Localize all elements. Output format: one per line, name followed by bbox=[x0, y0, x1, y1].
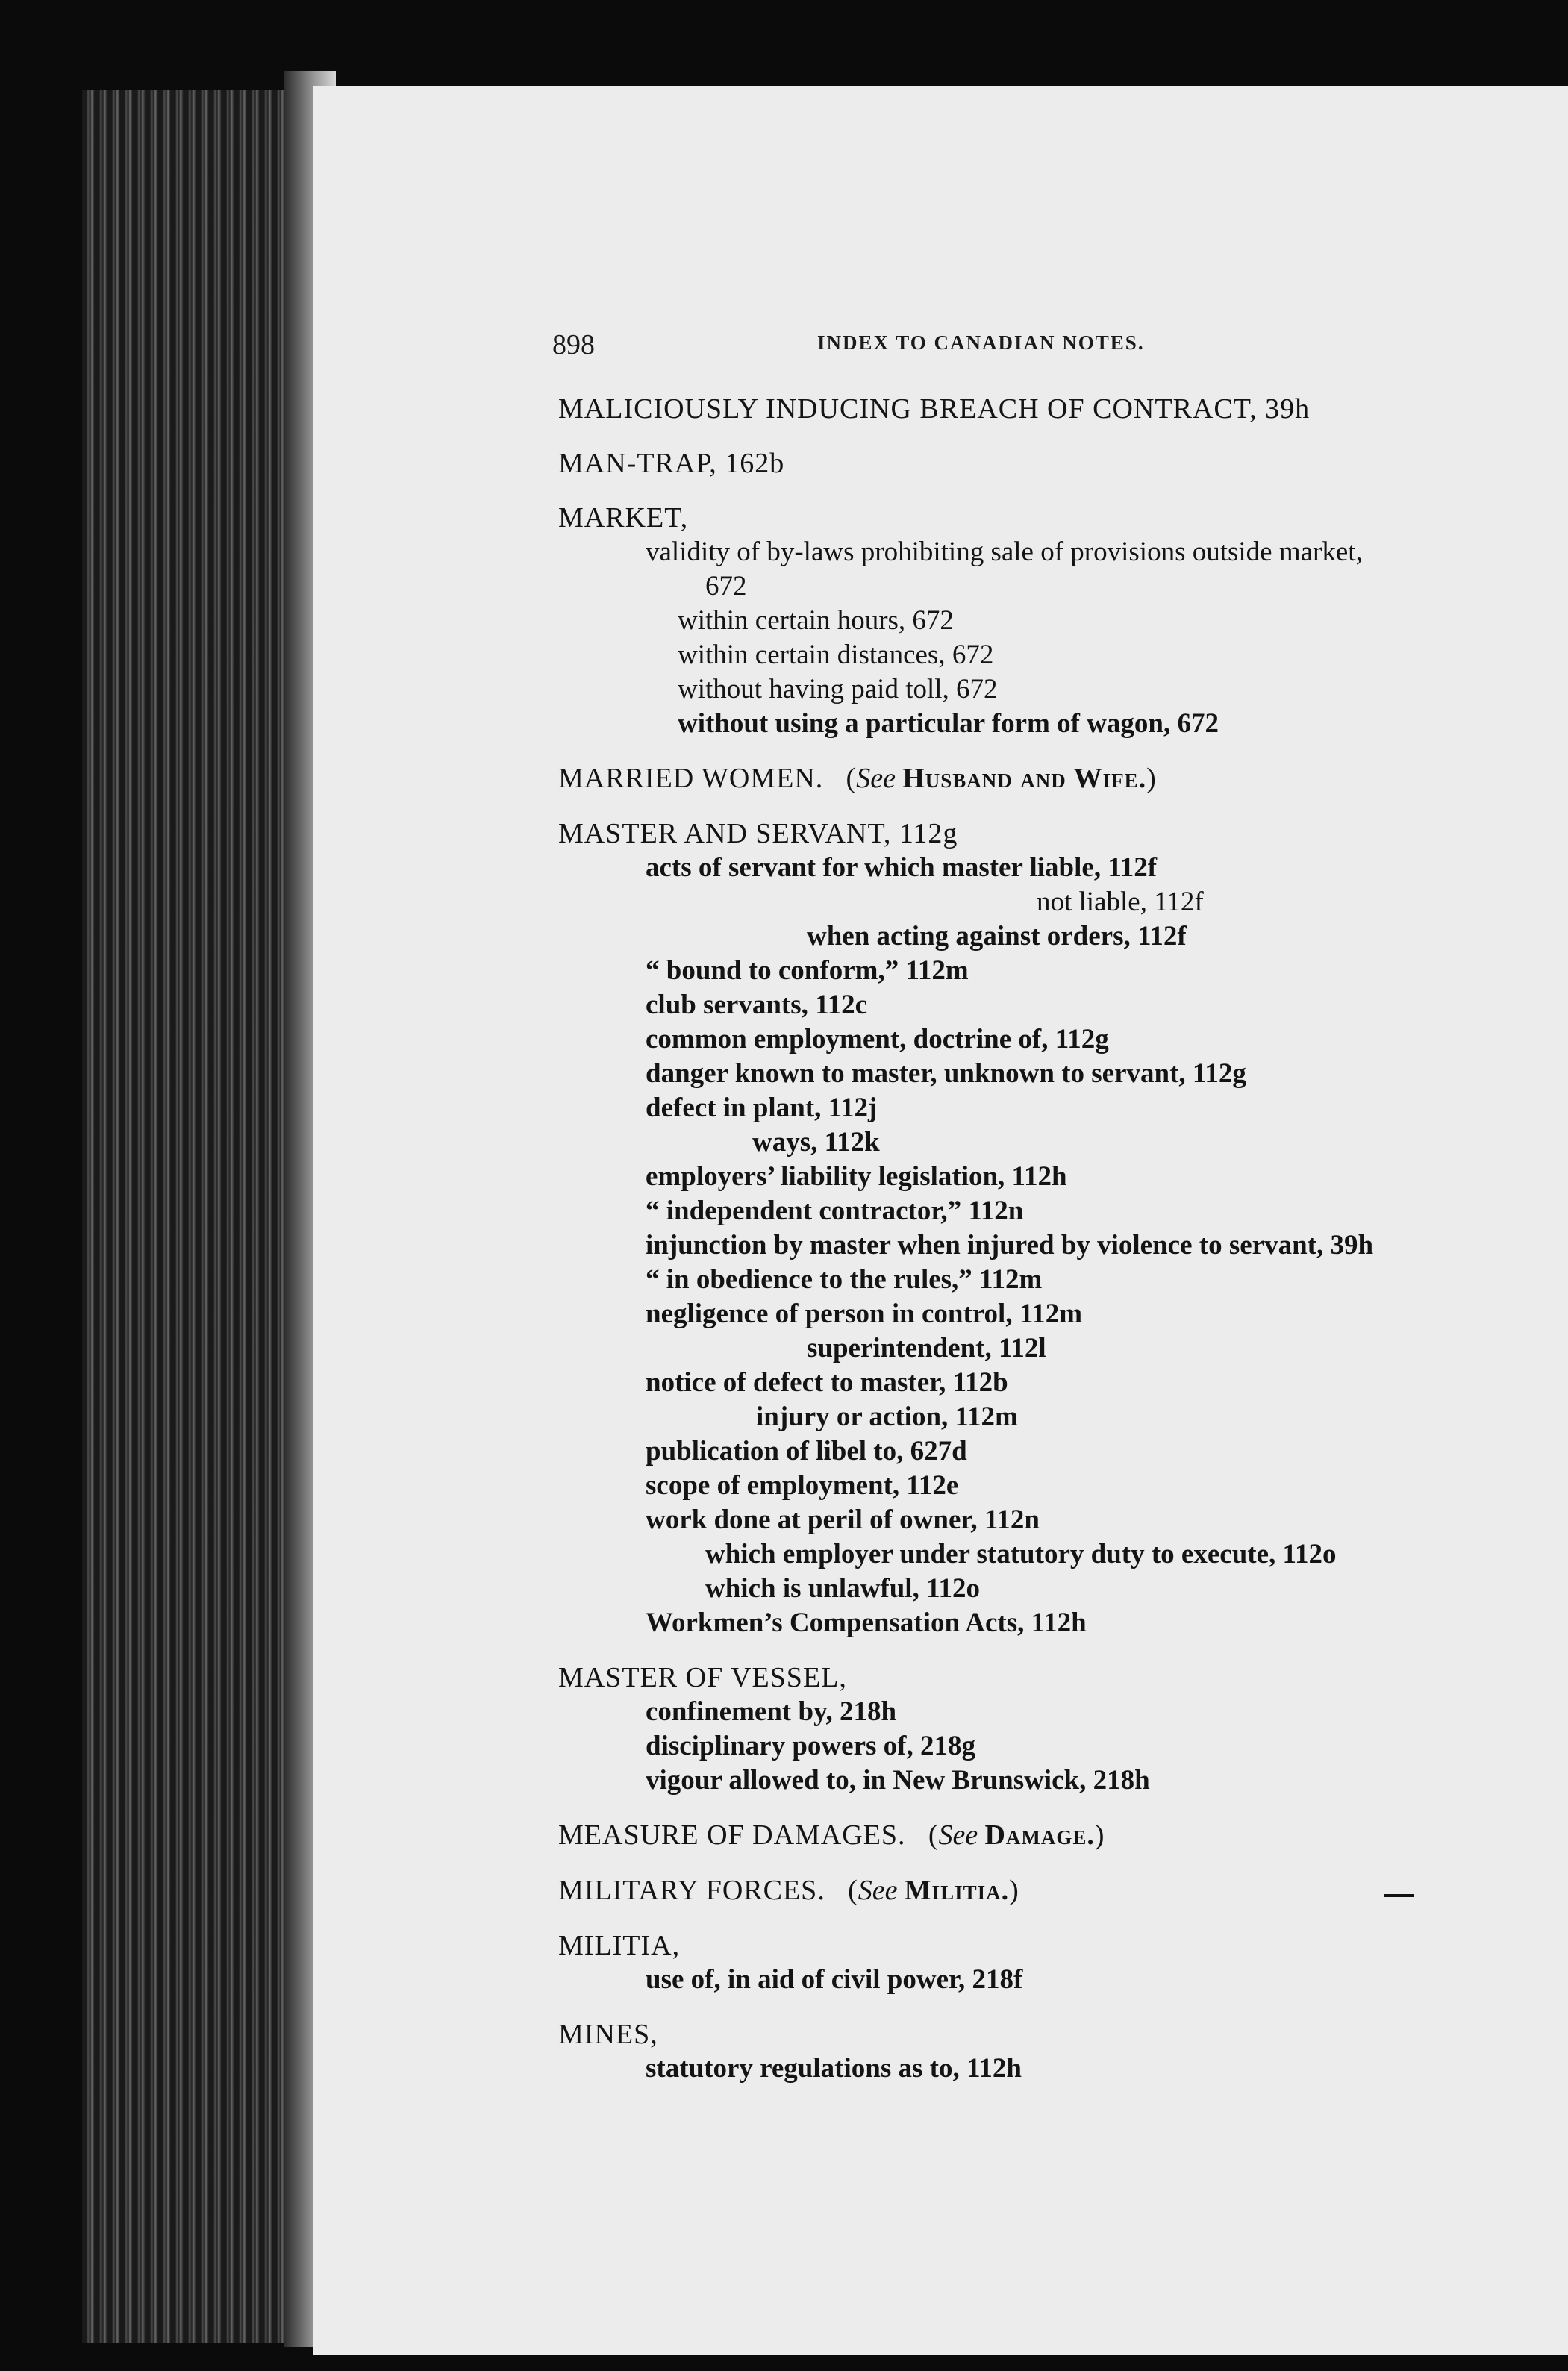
entry-heading: MINES, bbox=[558, 2019, 658, 2050]
entry-subline: danger known to master, unknown to servant, 112g bbox=[646, 1058, 1246, 1089]
index-entry bbox=[558, 501, 1491, 741]
entry-subline: superintendent, 112l bbox=[807, 1333, 1046, 1363]
cross-reference-target: Husband and Wife. bbox=[902, 763, 1147, 794]
entry-heading: MASTER OF VESSEL, bbox=[558, 1662, 847, 1693]
index-entry bbox=[558, 1928, 1491, 1997]
index-entry bbox=[558, 446, 1491, 481]
entry-subline: scope of employment, 112e bbox=[646, 1470, 959, 1501]
entry-heading: MARRIED WOMEN. bbox=[558, 763, 824, 794]
entry-subline: work done at peril of owner, 112n bbox=[646, 1505, 1040, 1535]
index-entry bbox=[558, 2017, 1491, 2086]
index-entry bbox=[558, 392, 1491, 426]
entry-subline: statutory regulations as to, 112h bbox=[646, 2053, 1022, 2084]
entry-subline: without having paid toll, 672 bbox=[678, 674, 998, 705]
index-entry bbox=[558, 1873, 1491, 1908]
entry-subline: “ independent contractor,” 112n bbox=[646, 1196, 1024, 1226]
entry-subline: validity of by-laws prohibiting sale of provisions outside market, bbox=[646, 537, 1363, 567]
entry-subline: confinement by, 218h bbox=[646, 1696, 897, 1727]
index-column bbox=[558, 392, 1491, 2106]
entry-subline: injunction by master when injured by violence to servant, 39h bbox=[646, 1230, 1374, 1261]
entry-subline: ways, 112k bbox=[752, 1127, 880, 1158]
entry-subline: 672 bbox=[705, 571, 747, 602]
entry-subline: publication of libel to, 627d bbox=[646, 1436, 967, 1466]
entry-subline: within certain distances, 672 bbox=[678, 640, 994, 670]
entry-heading: MASTER AND SERVANT, 112g bbox=[558, 818, 958, 849]
cross-reference-see: See bbox=[856, 763, 896, 794]
entry-heading: MILITARY FORCES. bbox=[558, 1875, 825, 1906]
cross-reference-close: ) bbox=[1146, 763, 1157, 794]
index-entry bbox=[558, 1661, 1491, 1798]
entry-subline: within certain hours, 672 bbox=[678, 605, 954, 636]
cross-reference-open: ( bbox=[832, 1875, 858, 1906]
entry-subline: when acting against orders, 112f bbox=[807, 921, 1187, 952]
entry-subline: vigour allowed to, in New Brunswick, 218h bbox=[646, 1765, 1150, 1796]
entry-heading: MARKET, bbox=[558, 502, 689, 534]
margin-dash bbox=[1384, 1894, 1414, 1897]
entry-subline: common employment, doctrine of, 112g bbox=[646, 1024, 1109, 1055]
entry-subline: employers’ liability legislation, 112h bbox=[646, 1161, 1067, 1192]
entry-heading: MALICIOUSLY INDUCING BREACH OF CONTRACT, 39h bbox=[558, 393, 1311, 425]
cross-reference-see: See bbox=[938, 1819, 978, 1851]
entry-subline: without using a particular form of wagon, 672 bbox=[678, 708, 1219, 739]
entry-subline: defect in plant, 112j bbox=[646, 1093, 878, 1123]
entry-subline: disciplinary powers of, 218g bbox=[646, 1731, 975, 1761]
entry-heading: MILITIA, bbox=[558, 1930, 681, 1961]
cross-reference-open: ( bbox=[830, 763, 857, 794]
entry-subline: club servants, 112c bbox=[646, 990, 868, 1020]
cross-reference-open: ( bbox=[912, 1819, 939, 1851]
entry-subline: “ in obedience to the rules,” 112m bbox=[646, 1264, 1043, 1295]
entry-subline: negligence of person in control, 112m bbox=[646, 1299, 1083, 1329]
entry-subline: injury or action, 112m bbox=[756, 1402, 1018, 1432]
entry-subline: which is unlawful, 112o bbox=[705, 1573, 981, 1604]
cross-reference-target: Militia. bbox=[904, 1875, 1010, 1906]
entry-subline: not liable, 112f bbox=[1037, 887, 1204, 917]
index-entry bbox=[558, 816, 1491, 1640]
cross-reference-see: See bbox=[858, 1875, 898, 1906]
entry-heading: MAN-TRAP, 162b bbox=[558, 448, 785, 479]
entry-subline: use of, in aid of civil power, 218f bbox=[646, 1964, 1023, 1995]
page-header bbox=[552, 328, 1224, 373]
entry-subline: “ bound to conform,” 112m bbox=[646, 955, 969, 986]
entry-subline: notice of defect to master, 112b bbox=[646, 1367, 1008, 1398]
running-head: INDEX TO CANADIAN NOTES. bbox=[817, 331, 1145, 354]
page-number: 898 bbox=[552, 329, 595, 360]
entry-subline: Workmen’s Compensation Acts, 112h bbox=[646, 1608, 1087, 1638]
cross-reference-close: ) bbox=[1009, 1875, 1019, 1906]
cross-reference-target: Damage. bbox=[984, 1819, 1095, 1851]
entry-subline: acts of servant for which master liable, 112f bbox=[646, 852, 1158, 883]
index-entry bbox=[558, 761, 1491, 796]
cross-reference-close: ) bbox=[1094, 1819, 1105, 1851]
entry-subline: which employer under statutory duty to execute, 112o bbox=[705, 1539, 1337, 1569]
entry-heading: MEASURE OF DAMAGES. bbox=[558, 1819, 906, 1851]
index-entry bbox=[558, 1818, 1491, 1853]
